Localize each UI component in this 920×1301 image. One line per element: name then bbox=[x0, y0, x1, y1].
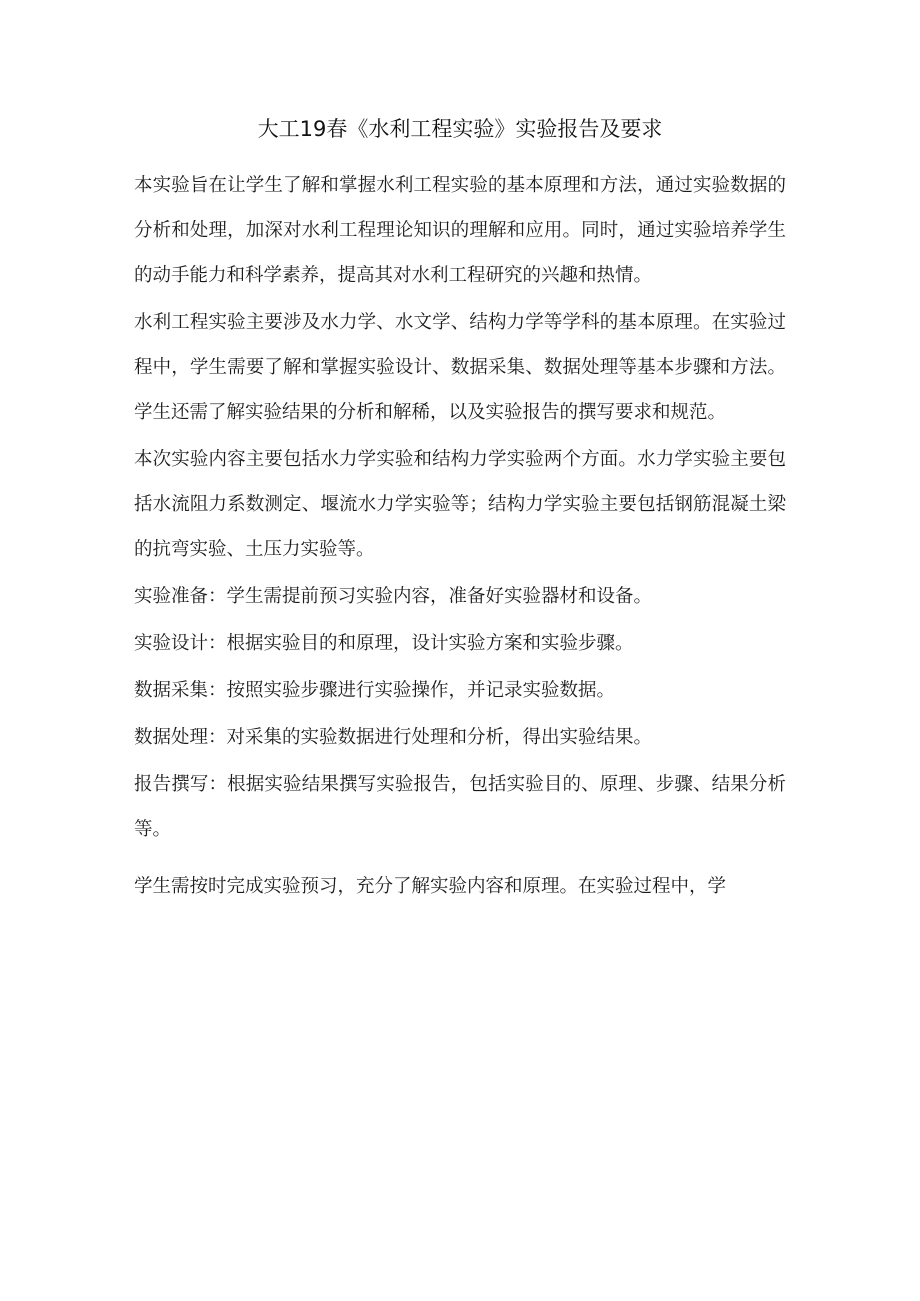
step-processing: 数据处理：对采集的实验数据进行处理和分析，得出实验结果。 bbox=[134, 727, 653, 748]
step-design: 实验设计：根据实验目的和原理，设计实验方案和实验步骤。 bbox=[134, 633, 634, 654]
document-title: 大工19春《水利工程实验》实验报告及要求 bbox=[257, 117, 663, 141]
paragraph-spacer bbox=[134, 852, 786, 864]
paragraph-requirements: 学生需按时完成实验预习，充分了解实验内容和原理。在实验过程中，学 bbox=[134, 876, 727, 897]
paragraph-principles: 水利工程实验主要涉及水力学、水文学、结构力学等学科的基本原理。在实验过程中，学生需要了解和掌握实验设计、数据采集、数据处理等基本步骤和方法。学生还需了解实验结果的分析和解稀，以及实验报告的撰写要求和规范。 bbox=[134, 312, 786, 423]
paragraph-objective: 本实验旨在让学生了解和掌握水利工程实验的基本原理和方法，通过实验数据的分析和处理，加深对水利工程理论知识的理解和应用。同时，通过实验培养学生的动手能力和科学素养，提高其对水利工程研究的兴趣和热情。 bbox=[134, 175, 786, 286]
step-report: 报告撰写：根据实验结果撰写实验报告，包括实验目的、原理、步骤、结果分析等。 bbox=[134, 774, 786, 840]
step-collection: 数据采集：按照实验步骤进行实验操作，并记录实验数据。 bbox=[134, 680, 616, 701]
document-body bbox=[134, 163, 786, 909]
step-preparation: 实验准备：学生需提前预习实验内容，准备好实验器材和设备。 bbox=[134, 586, 653, 607]
paragraph-content: 本次实验内容主要包括水力学实验和结构力学实验两个方面。水力学实验主要包括水流阻力系数测定、堰流水力学实验等；结构力学实验主要包括钢筋混凝土梁的抗弯实验、土压力实验等。 bbox=[134, 449, 786, 560]
